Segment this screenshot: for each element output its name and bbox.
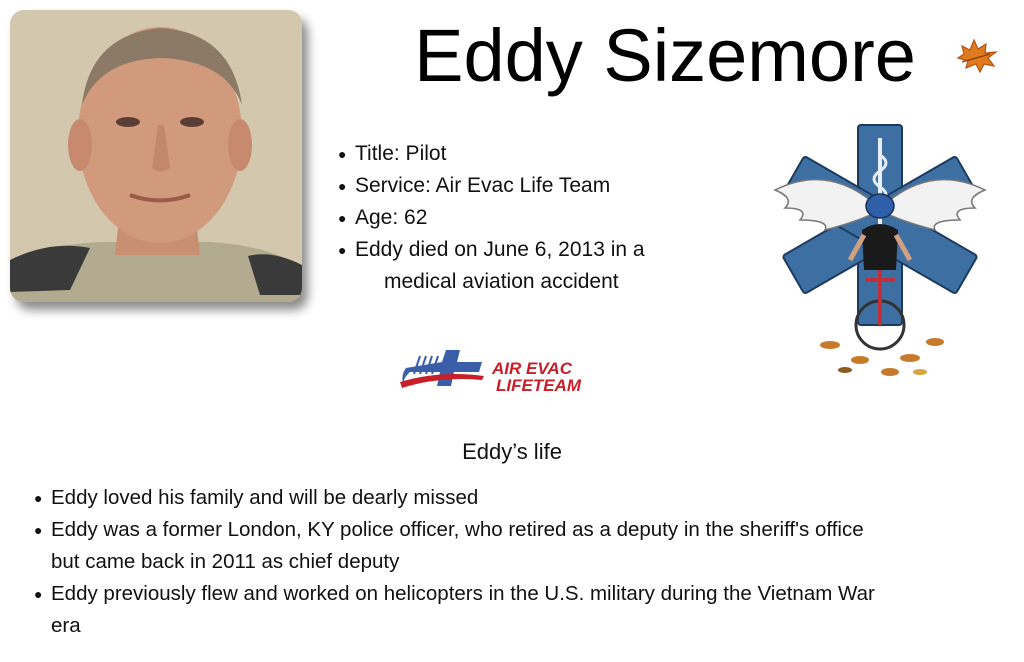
facts-list	[338, 138, 738, 298]
list-item-continuation: era	[51, 614, 81, 637]
bullet-icon: ●	[338, 210, 347, 226]
bullet-icon: ●	[34, 490, 43, 506]
bullet-icon: ●	[338, 178, 347, 194]
bullet-icon: ●	[34, 586, 43, 602]
fact-title: ● Title: Pilot	[338, 138, 738, 170]
fact-death: ● Eddy died on June 6, 2013 in a	[338, 234, 738, 266]
bullet-icon: ●	[338, 242, 347, 258]
logo-line-2: LIFETEAM	[496, 376, 581, 395]
list-item: ● Eddy previously flew and worked on helicopters in the U.S. military during the Vietnam War	[34, 578, 1009, 610]
bullet-icon: ●	[338, 146, 347, 162]
star-of-life-cyclist-emblem	[770, 120, 990, 385]
page-title: Eddy Sizemore	[414, 14, 916, 97]
air-evac-logo	[400, 346, 600, 396]
fact-death-continuation: medical aviation accident	[384, 270, 619, 293]
fact-age: ● Age: 62	[338, 202, 738, 234]
list-item: ● Eddy loved his family and will be dearly missed	[34, 482, 1009, 514]
list-item: ● Eddy was a former London, KY police officer, who retired as a deputy in the sheriff's office	[34, 514, 1009, 546]
fact-service: ● Service: Air Evac Life Team	[338, 170, 738, 202]
bullet-icon: ●	[34, 522, 43, 538]
section-heading: Eddy’s life	[462, 439, 562, 464]
portrait-photo	[10, 10, 302, 302]
autumn-leaf-icon	[954, 36, 1000, 76]
logo-line-1: AIR EVAC	[492, 359, 572, 378]
life-list	[34, 482, 1009, 642]
list-item-continuation: but came back in 2011 as chief deputy	[51, 550, 400, 573]
